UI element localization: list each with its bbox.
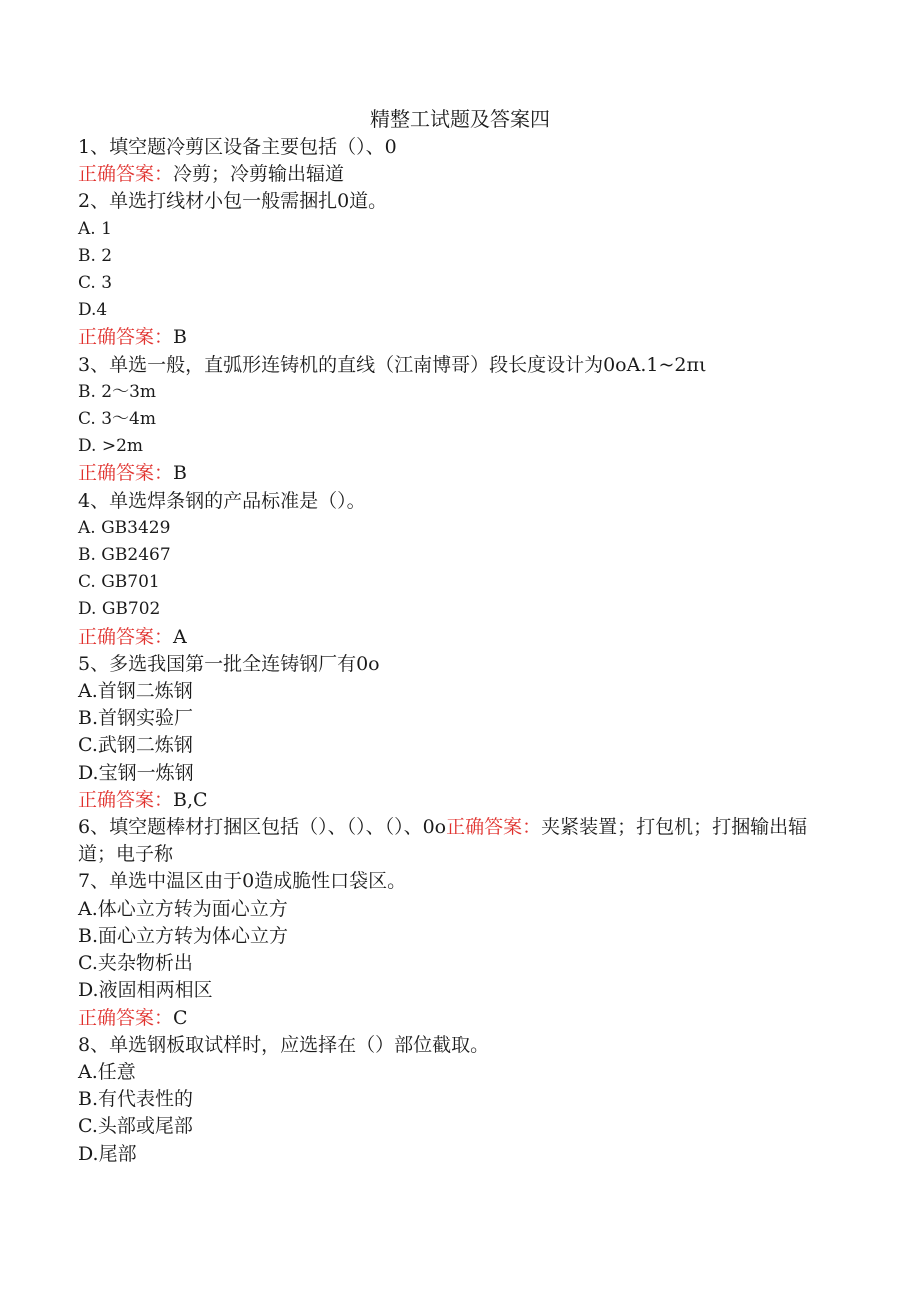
answer-label: 正确答案： <box>78 788 174 811</box>
answer-value: 夹紧装置；打包机；打捆输出辐道；电子称 <box>78 816 808 866</box>
answer-2 <box>78 324 818 351</box>
question-1: 1、填空题冷剪区设备主要包括（）、0 <box>78 136 397 158</box>
option: C.夹杂物析出 <box>78 952 193 975</box>
answer-5 <box>78 787 818 814</box>
option: C.武钢二炼钢 <box>78 734 193 757</box>
answer-value: A <box>173 625 187 648</box>
option: B. 2 <box>78 245 113 266</box>
answer-label: 正确答案： <box>78 462 174 485</box>
option: B. GB2467 <box>78 545 171 566</box>
option: A.首钢二炼钢 <box>78 680 193 703</box>
option: A.任意 <box>78 1060 136 1083</box>
option: D.宝钢一炼钢 <box>78 761 194 784</box>
question-2: 2、单选打线材小包一般需捆扎0道。 <box>78 190 388 213</box>
option: B.首钢实验厂 <box>78 707 194 730</box>
question-7: 7、单选中温区由于0造成脆性口袋区。 <box>78 870 407 893</box>
document-title: 精整工试题及答案四 <box>370 107 550 131</box>
answer-label: 正确答案： <box>78 625 174 648</box>
answer-4 <box>78 624 818 651</box>
option: B.有代表性的 <box>78 1088 194 1111</box>
option: B.面心立方转为体心立方 <box>78 924 289 947</box>
option: A. 1 <box>78 218 112 239</box>
answer-value: B <box>173 462 187 485</box>
answer-value: C <box>173 1006 188 1029</box>
answer-label: 正确答案： <box>446 816 542 839</box>
option: C. 3 <box>78 273 113 294</box>
answer-value: B,C <box>173 788 208 811</box>
option: C. 3～4m <box>78 409 156 430</box>
option: A. GB3429 <box>78 517 171 538</box>
question-5: 5、多选我国第一批全连铸钢厂有0o <box>78 652 380 675</box>
answer-label: 正确答案： <box>78 326 174 349</box>
answer-label: 正确答案： <box>78 163 174 186</box>
option: D. GB702 <box>78 599 161 620</box>
option: D.尾部 <box>78 1142 137 1165</box>
question-3: 3、单选一般，直弧形连铸机的直线（江南博哥）段长度设计为0oA.1~2πι <box>78 353 707 376</box>
option: C.头部或尾部 <box>78 1115 193 1138</box>
question-6-text: 6、填空题棒材打捆区包括（）、（）、（）、0o <box>78 816 447 839</box>
question-8: 8、单选钢板取试样时，应选择在（）部位截取。 <box>78 1033 490 1056</box>
answer-3 <box>78 460 818 487</box>
option: D.4 <box>78 300 108 321</box>
answer-label: 正确答案： <box>78 1006 174 1029</box>
answer-1 <box>78 161 818 188</box>
answer-value: 冷剪；冷剪输出辐道 <box>173 163 345 186</box>
option: C. GB701 <box>78 572 160 593</box>
option: D. >2m <box>78 436 144 457</box>
question-list <box>78 134 818 1168</box>
option: B. 2～3m <box>78 381 157 402</box>
answer-7 <box>78 1005 818 1032</box>
question-4: 4、单选焊条钢的产品标准是（）。 <box>78 489 366 512</box>
answer-value: B <box>173 326 187 349</box>
option: D.液固相两相区 <box>78 979 213 1002</box>
option: A.体心立方转为面心立方 <box>78 897 288 920</box>
question-6 <box>78 814 818 868</box>
